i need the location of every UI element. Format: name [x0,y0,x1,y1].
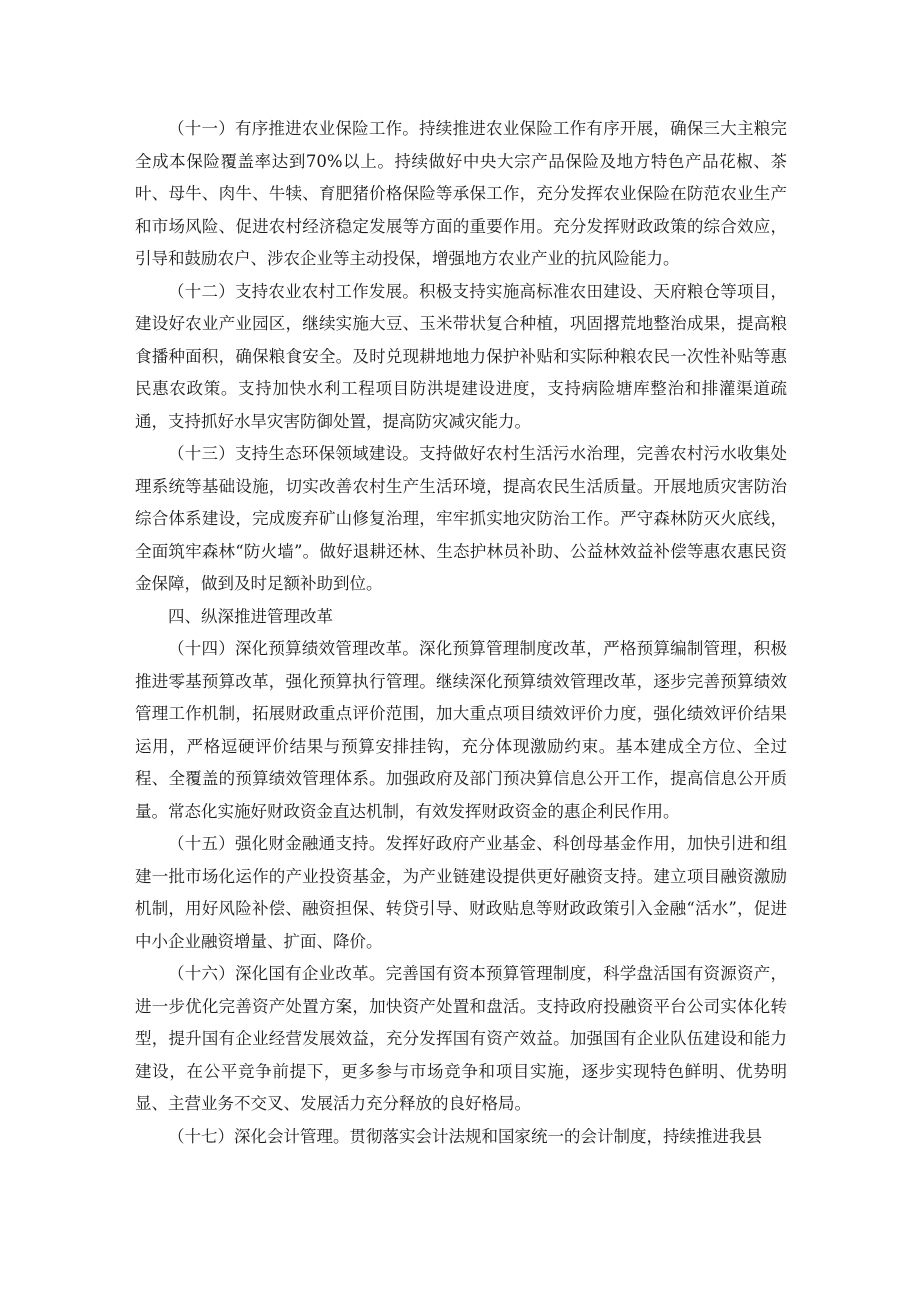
paragraph-12: （十二）支持农业农村工作发展。积极支持实施高标准农田建设、天府粮仓等项目，建设好农业产业园区，继续实施大豆、玉米带状复合种植，巩固撂荒地整治成果，提高粮食播种面积，确保粮食安全。及时兑现耕地地力保护补贴和实际种粮农民一次性补贴等惠民惠农政策。支持加快水利工程项目防洪堤建设进度，支持病险塘库整治和排灌渠道疏通，支持抓好水旱灾害防御处置，提高防灾减灾能力。 [135,281,787,431]
section-heading: 四、纵深推进管理改革 [168,606,333,626]
paragraph-11: （十一）有序推进农业保险工作。持续推进农业保险工作有序开展，确保三大主粮完全成本保险覆盖率达到70%以上。持续做好中央大宗产品保险及地方特色产品花椒、茶叶、母牛、肉牛、牛犊、育肥猪价格保险等承保工作，充分发挥农业保险在防范农业生产和市场风险、促进农村经济稳定发展等方面的重要作用。充分发挥财政政策的综合效应，引导和鼓励农户、涉农企业等主动投保，增强地方农业产业的抗风险能力。 [135,119,787,268]
paragraph-15: （十五）强化财金融通支持。发挥好政府产业基金、科创母基金作用，加快引进和组建一批市场化运作的产业投资基金，为产业链建设提供更好融资支持。建立项目融资激励机制，用好风险补偿、融资担保、转贷引导、财政贴息等财政政策引入金融“活水”，促进中小企业融资增量、扩面、降价。 [135,834,787,951]
document-body [135,113,787,1153]
paragraph-14: （十四）深化预算绩效管理改革。深化预算管理制度改革，严格预算编制管理，积极推进零基预算改革，强化预算执行管理。继续深化预算绩效管理改革，逐步完善预算绩效管理工作机制，拓展财政重点评价范围，加大重点项目绩效评价力度，强化绩效评价结果运用，严格逗硬评价结果与预算安排挂钩，充分体现激励约束。基本建成全方位、全过程、全覆盖的预算绩效管理体系。加强政府及部门预决算信息公开工作，提高信息公开质量。常态化实施好财政资金直达机制，有效发挥财政资金的惠企利民作用。 [135,639,787,821]
paragraph-17: （十七）深化会计管理。贯彻落实会计法规和国家统一的会计制度，持续推进我县 [168,1126,762,1146]
paragraph-16: （十六）深化国有企业改革。完善国有资本预算管理制度，科学盘活国有资源资产，进一步优化完善资产处置方案，加快资产处置和盘活。支持政府投融资平台公司实体化转型，提升国有企业经营发展效益，充分发挥国有资产效益。加强国有企业队伍建设和能力建设，在公平竞争前提下，更多参与市场竞争和项目实施，逐步实现特色鲜明、优势明显、主营业务不交叉、发展活力充分释放的良好格局。 [135,964,787,1113]
paragraph-13: （十三）支持生态环保领域建设。支持做好农村生活污水治理，完善农村污水收集处理系统等基础设施，切实改善农村生产生活环境，提高农民生活质量。开展地质灾害防治综合体系建设，完成废弃矿山修复治理，牢牢抓实地灾防治工作。严守森林防灭火底线，全面筑牢森林“防火墙”。做好退耕还林、生态护林员补助、公益林效益补偿等惠农惠民资金保障，做到及时足额补助到位。 [135,444,787,593]
